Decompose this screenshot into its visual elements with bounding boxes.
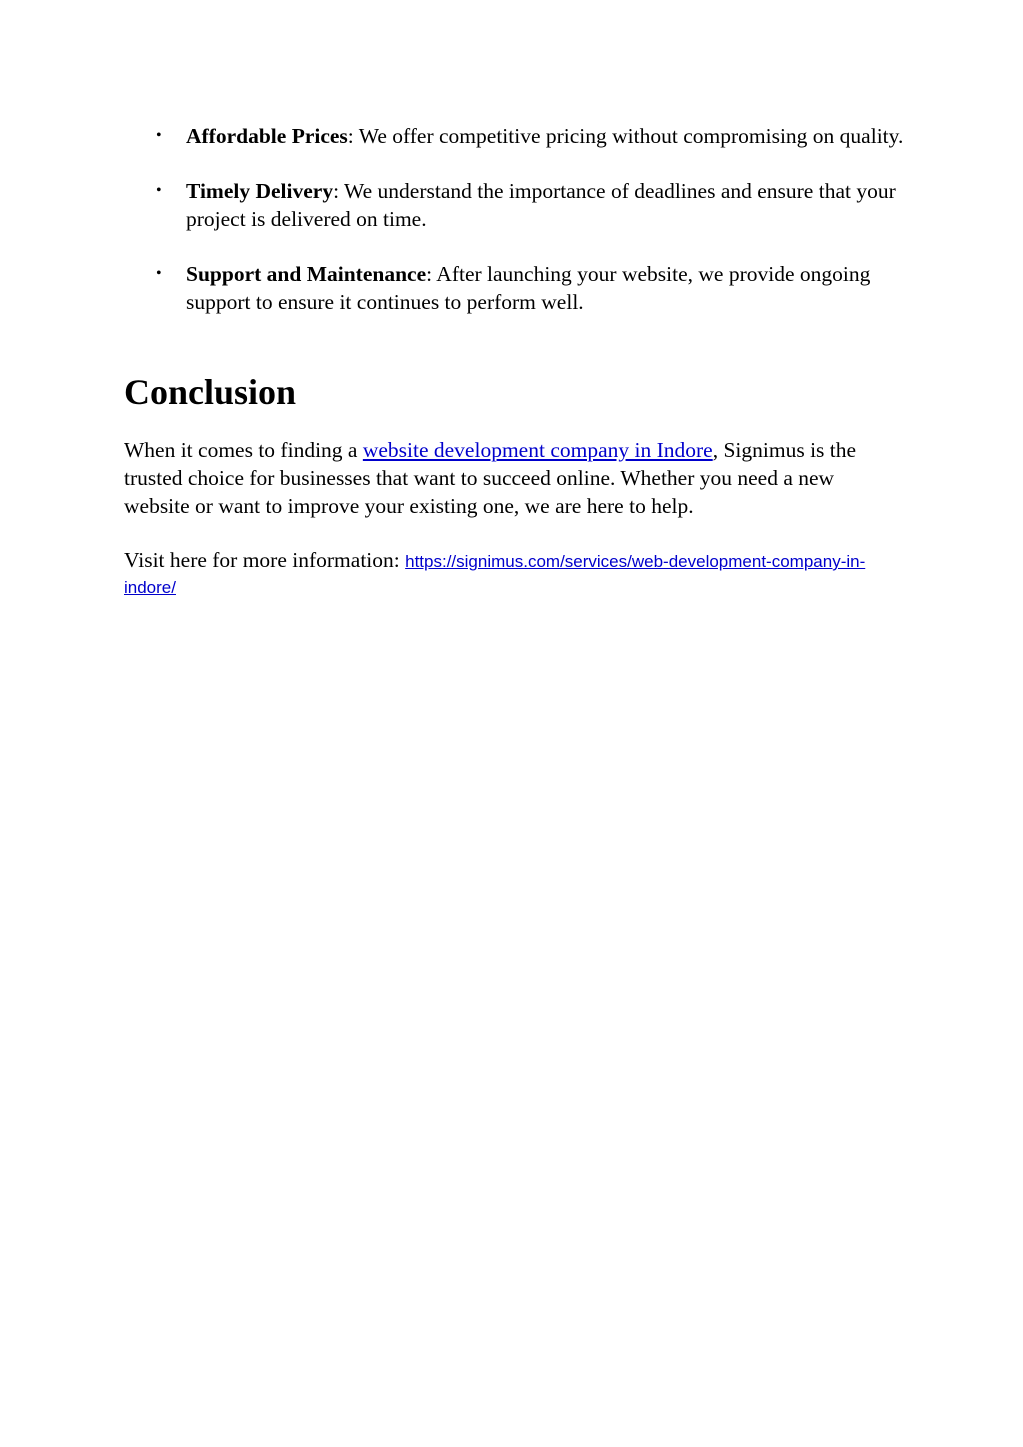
bullet-text: : We understand the importance of deadlines and ensure that your project is delivered on time. [186,179,896,231]
bullet-item-support-maintenance [124,260,904,316]
bullet-item-timely-delivery [124,177,904,233]
conclusion-text-after: , Signimus is the trusted choice for businesses that want to succeed online. Whether you need a new website or want to improve your existing one, we are here to help. [124,438,857,518]
bullet-text: : After launching your website, we provide ongoing support to ensure it continues to perform well. [186,262,871,314]
bullet-title: Affordable Prices [186,124,348,148]
bullet-title: Support and Maintenance [186,262,427,286]
feature-bullet-list [124,122,904,316]
bullet-icon: • [156,182,162,199]
bullet-icon: • [156,265,162,282]
signimus-url-link[interactable]: https://signimus.com/services/web-development-company-in-indore/ [124,552,866,597]
website-development-link[interactable]: website development company in Indore [362,438,713,462]
conclusion-paragraph [124,436,894,520]
bullet-title: Timely Delivery [186,179,334,203]
visit-label: Visit here for more information: [124,548,406,572]
visit-paragraph [124,548,894,600]
conclusion-heading: Conclusion [124,372,297,412]
bullet-icon: • [156,127,162,144]
bullet-text: : We offer competitive pricing without compromising on quality. [347,124,904,148]
bullet-item-affordable-prices [124,122,904,150]
conclusion-text-before: When it comes to finding a [124,438,363,462]
